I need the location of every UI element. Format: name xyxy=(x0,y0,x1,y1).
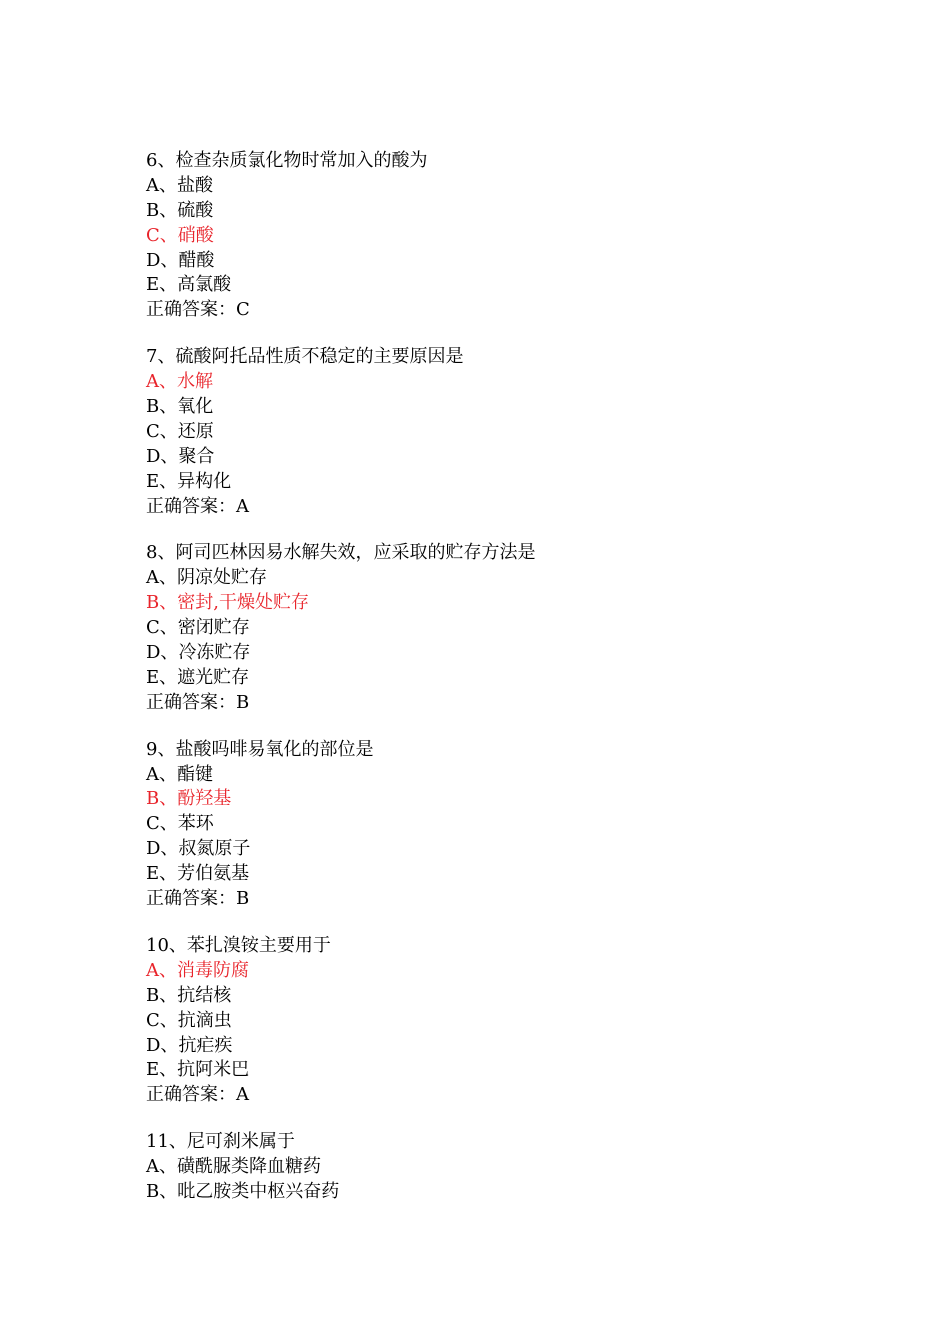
option-text: 氧化 xyxy=(177,396,214,418)
option-text: 密闭贮存 xyxy=(177,617,250,639)
option-letter: C、 xyxy=(146,224,178,246)
option-letter: A、 xyxy=(146,371,177,393)
question-block xyxy=(146,149,906,323)
option-text: 聚合 xyxy=(178,445,215,467)
option-letter: D、 xyxy=(146,1034,179,1056)
option-letter: D、 xyxy=(146,249,179,271)
option-text: 抗疟疾 xyxy=(178,1034,233,1056)
option-correct xyxy=(146,959,906,984)
option-text: 异构化 xyxy=(177,470,232,492)
option xyxy=(146,249,906,274)
question-text: 9、盐酸吗啡易氧化的部位是 xyxy=(146,738,374,760)
correct-answer xyxy=(146,495,906,520)
answer-label: 正确答案： xyxy=(146,691,236,713)
option xyxy=(146,666,906,691)
option-text: 遮光贮存 xyxy=(177,666,250,688)
option-text: 水解 xyxy=(177,371,213,393)
question-text: 8、阿司匹林因易水解失效，应采取的贮存方法是 xyxy=(146,542,536,564)
option xyxy=(146,763,906,788)
option xyxy=(146,984,906,1009)
option-letter: C、 xyxy=(146,617,178,639)
option-text: 醋酸 xyxy=(178,249,215,271)
answer-value: B xyxy=(236,691,250,713)
answer-label: 正确答案： xyxy=(146,299,236,321)
option-letter: E、 xyxy=(146,274,178,296)
option-letter: B、 xyxy=(146,396,178,418)
option-text: 硝酸 xyxy=(177,224,214,246)
option-letter: C、 xyxy=(146,1009,178,1031)
option-correct xyxy=(146,591,906,616)
question-text: 11、尼可刹米属于 xyxy=(146,1131,295,1153)
answer-value: A xyxy=(236,1084,249,1106)
correct-answer xyxy=(146,887,906,912)
option xyxy=(146,1155,906,1180)
option-letter: A、 xyxy=(146,567,177,589)
option-letter: B、 xyxy=(146,1180,178,1202)
option-letter: C、 xyxy=(146,813,178,835)
option xyxy=(146,812,906,837)
correct-answer xyxy=(146,691,906,716)
answer-label: 正确答案： xyxy=(146,495,236,517)
correct-answer xyxy=(146,1083,906,1108)
option-letter: E、 xyxy=(146,470,178,492)
option-text: 抗阿米巴 xyxy=(177,1059,250,1081)
answer-value: B xyxy=(236,888,250,910)
option xyxy=(146,641,906,666)
answer-value: A xyxy=(236,495,249,517)
option-letter: D、 xyxy=(146,445,179,467)
option xyxy=(146,174,906,199)
option-letter: A、 xyxy=(146,1156,177,1178)
question-block xyxy=(146,541,906,715)
option-text: 硫酸 xyxy=(177,199,214,221)
answer-label: 正确答案： xyxy=(146,888,236,910)
option-text: 苯环 xyxy=(177,813,214,835)
option xyxy=(146,199,906,224)
option xyxy=(146,1009,906,1034)
option xyxy=(146,1058,906,1083)
option xyxy=(146,445,906,470)
option-text: 吡乙胺类中枢兴奋药 xyxy=(177,1180,340,1202)
question-block xyxy=(146,738,906,912)
option-letter: C、 xyxy=(146,420,178,442)
option-text: 芳伯氨基 xyxy=(177,863,250,885)
option-letter: D、 xyxy=(146,838,179,860)
option-text: 高氯酸 xyxy=(177,274,232,296)
option-text: 叔氮原子 xyxy=(178,838,251,860)
option-correct xyxy=(146,224,906,249)
option-letter: A、 xyxy=(146,763,177,785)
option-letter: E、 xyxy=(146,863,178,885)
question-block xyxy=(146,345,906,519)
option xyxy=(146,273,906,298)
correct-answer xyxy=(146,298,906,323)
answer-value: C xyxy=(236,299,250,321)
option-letter: A、 xyxy=(146,959,177,981)
option-correct xyxy=(146,370,906,395)
option-letter: B、 xyxy=(146,199,178,221)
question-text: 10、苯扎溴铵主要用于 xyxy=(146,934,331,956)
question-text: 6、检查杂质氯化物时常加入的酸为 xyxy=(146,150,428,171)
option-text: 酚羟基 xyxy=(177,788,232,810)
option xyxy=(146,616,906,641)
option-text: 冷冻贮存 xyxy=(178,642,251,664)
option xyxy=(146,566,906,591)
option xyxy=(146,1180,906,1205)
option-text: 消毒防腐 xyxy=(177,959,249,981)
option-text: 抗结核 xyxy=(177,984,232,1006)
option xyxy=(146,862,906,887)
option xyxy=(146,395,906,420)
option xyxy=(146,420,906,445)
option-letter: E、 xyxy=(146,1059,178,1081)
question-block xyxy=(146,934,906,1108)
option xyxy=(146,1034,906,1059)
option-text: 密封,干燥处贮存 xyxy=(177,592,309,614)
option-letter: B、 xyxy=(146,592,178,614)
option xyxy=(146,470,906,495)
option-text: 盐酸 xyxy=(177,174,213,196)
option-letter: B、 xyxy=(146,788,178,810)
option-text: 酯键 xyxy=(177,763,213,785)
option-correct xyxy=(146,787,906,812)
option xyxy=(146,837,906,862)
option-letter: B、 xyxy=(146,984,178,1006)
option-text: 抗滴虫 xyxy=(177,1009,232,1031)
option-text: 磺酰脲类降血糖药 xyxy=(177,1156,321,1178)
document-body xyxy=(146,149,906,1227)
question-block xyxy=(146,1130,906,1205)
option-letter: D、 xyxy=(146,642,179,664)
option-letter: A、 xyxy=(146,174,177,196)
answer-label: 正确答案： xyxy=(146,1084,236,1106)
option-text: 阴凉处贮存 xyxy=(177,567,267,589)
question-text: 7、硫酸阿托品性质不稳定的主要原因是 xyxy=(146,346,464,368)
option-text: 还原 xyxy=(177,420,214,442)
option-letter: E、 xyxy=(146,666,178,688)
